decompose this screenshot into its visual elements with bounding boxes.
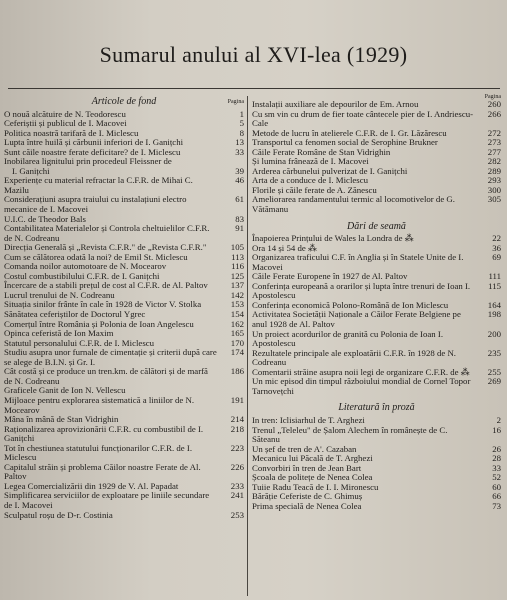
entry-page-number: 170 [230,337,244,348]
toc-entry [252,349,501,368]
pagina-label: Pagina [227,99,244,105]
entry-title: Mecanicu lui Păcală de T. Arghezi [252,453,373,464]
entry-page-number: 289 [487,165,501,176]
entry-page-number: 293 [487,175,501,186]
article-list [4,110,244,521]
entry-page-number: 105 [230,242,244,253]
entry-title: Capitalul străin și problema Căilor noastre Ferate de Al. Paltov [4,461,201,482]
entry-title: Direcția Generală și „Revista C.F.R." de „Revista C.F.R." [4,242,207,253]
entry-page-number: 300 [487,184,501,195]
entry-page-number: 66 [492,491,501,502]
entry-title: Conferința europeană a orarilor și lupta între trenuri de Ioan I. Apostolescu [252,280,471,301]
entry-title: Lupta între huilă și cărbunii inferiori de I. Ganițchi [4,137,184,148]
entry-title: Rezultatele principale ale exploatării C.F.R. în 1928 de N. Codreanu [252,347,457,368]
entry-title: Un proiect acordurilor de granită cu Polonia de Ioan I. Apostolescu [252,328,444,349]
entry-page-number: 235 [487,347,501,358]
entry-page-number: 186 [230,366,244,377]
entry-title: Înapoierea Prințului de Wales la Londra de ⁂ [252,233,414,244]
entry-title: Mijloace pentru explorarea sistematică a liniilor de N. Mocearov [4,394,195,415]
entry-title: Mâna în mână de Stan Vidrighin [4,414,119,425]
entry-title: Arderea cărbunelui pulverizat de I. Ganițchi [252,165,408,176]
entry-page-number: 260 [487,99,501,109]
entry-page-number: 113 [231,251,244,262]
section-heading-text: Articole de fond [91,96,157,107]
section-heading-text: Dări de seamă [347,220,406,232]
toc-entry [252,110,501,129]
entry-title: Un șef de tren de A'. Cazaban [252,443,357,454]
entry-title: Cum se călătorea odată la noi? de Emil St. Miclescu [4,251,188,262]
entry-title: Comentarii străine asupra noii legi de organizare C.F.R. de ⁂ [252,366,470,377]
entry-page-number: 255 [487,366,501,377]
entry-title: Convorbiri în tren de Jean Bart [252,462,362,473]
section-heading-articole [4,97,244,107]
entry-page-number: 165 [230,328,244,339]
column-divider [247,96,248,596]
entry-title: Cu sm vin cu drum de fier toate cântecele pier de I. Andriescu-Cale [252,108,474,129]
entry-page-number: 198 [487,309,501,320]
right-column [252,96,501,511]
entry-page-number: 253 [230,509,244,520]
entry-title: Instalații auxiliare ale depourilor de Em. Arnou [252,99,419,109]
entry-page-number: 28 [492,453,501,464]
toc-entry [252,377,501,396]
toc-entry [252,282,501,301]
entry-title: Și lumina frânează de I. Macovei [252,156,369,167]
entry-page-number: 218 [230,423,244,434]
toc-entry [4,176,244,195]
entry-title: Comanda noilor automotoare de N. Mocearov [4,261,167,272]
report-list [252,234,501,396]
entry-title: Inobilarea lignitului prin procedeul Fleissner de [4,156,172,167]
left-column [4,96,244,520]
toc-entry [4,195,244,214]
entry-title: Conferința economică Polono-Română de Ion Miclescu [252,299,449,310]
entry-page-number: 223 [230,442,244,453]
entry-page-number: 142 [230,289,244,300]
entry-page-number: 277 [487,146,501,157]
entry-title: O nouă alcătuire de N. Teodorescu [4,108,126,119]
literature-list [252,416,501,511]
entry-page-number: 137 [230,280,244,291]
article-list-continued [252,100,501,215]
entry-title: Cât costă și ce produce un tren.km. de călători și de marfă de N. Codreanu [4,366,208,386]
entry-page-number: 191 [230,394,244,405]
entry-title: Bărăție Ceferiste de C. Ghimuș [252,491,363,502]
entry-title: Arta de a conduce de I. Miclescu [252,175,369,186]
entry-page-number: 116 [231,261,244,272]
entry-page-number: 36 [492,242,501,253]
entry-title: Ameliorarea randamentului termic al locomotivelor de G. Vătămanu [252,194,455,215]
entry-page-number: 266 [487,108,501,119]
entry-page-number: 52 [492,472,501,483]
entry-title: I. Ganițchi [12,165,50,176]
entry-title: Ceferiștii și publicul de I. Macovei [4,118,127,129]
entry-page-number: 164 [487,299,501,310]
entry-title: Sculpatul roșu de D-r. Costinia [4,509,113,520]
toc-entry [252,310,501,329]
section-heading-literatura [252,403,501,413]
entry-title: Considerațiuni asupra traiului cu instalațiuni electro mecanice de I. Macovei [4,194,187,215]
entry-page-number: 91 [235,223,244,234]
entry-page-number: 5 [239,118,244,129]
entry-title: Experiențe cu material refractar la C.F.R. de Mihai C. Mazilu [4,175,193,195]
toc-entry [4,511,244,521]
top-rule [8,88,500,89]
toc-entry [4,348,244,367]
entry-title: Trenul „Teleleu" de Șalom Alechem în românește de C. Săteanu [252,424,448,445]
entry-page-number: 269 [487,376,501,387]
entry-title: Metode de lucru în atelierele C.F.R. de I. Gr. Lăzărescu [252,127,447,138]
entry-title: Statutul personalului C.F.R. de I. Miclescu [4,337,155,348]
entry-page-number: 111 [488,271,501,282]
entry-title: Lucrul trenului de N. Codreanu [4,289,115,300]
section-heading-dari [252,222,501,232]
entry-title: Tuiie Radu Teacă de I. I. Mironescu [252,481,379,492]
entry-title: Sunt căile noastre ferate deficitare? de I. Miclescu [4,146,181,157]
entry-page-number: 73 [492,500,501,511]
toc-entry [4,491,244,510]
entry-title: Opinca ceferistă de Ion Maxim [4,328,114,339]
entry-page-number: 154 [230,309,244,320]
toc-entry [4,463,244,482]
entry-page-number: 8 [239,127,244,138]
entry-title: Organizarea traficului C.F. în Anglia și în Statele Unite de I. Macovei [252,252,464,272]
entry-page-number: 214 [230,414,244,425]
entry-page-number: 60 [492,481,501,492]
entry-page-number: 13 [235,137,244,148]
entry-title: Raționalizarea aprovizionării C.F.R. cu combustibil de I. Ganițchi [4,423,204,444]
entry-title: Tot în chestiunea statutului funcționarilor C.F.R. de I. Miclescu [4,442,193,463]
entry-page-number: 69 [492,252,501,263]
pagina-label: Pagina [484,94,501,100]
toc-entry [252,426,501,445]
entry-page-number: 1 [239,108,244,119]
entry-title: Graficele Ganit de Ion N. Vellescu [4,385,126,396]
entry-page-number: 61 [235,194,244,205]
entry-page-number: 33 [235,146,244,157]
entry-title: Simplificarea serviciilor de exploatare pe liniile secundare de I. Macovei [4,490,210,510]
entry-page-number: 125 [230,270,244,281]
toc-entry [4,444,244,463]
entry-title: Căile Ferate Europene în 1927 de Al. Paltov [252,271,408,282]
entry-title: Transportul ca fenomen social de Serophine Brukner [252,137,438,148]
entry-page-number: 22 [492,233,501,244]
entry-page-number: 153 [230,299,244,310]
entry-page-number: 39 [235,165,244,176]
page-title: Sumarul anului al XVI-lea (1929) [99,42,408,67]
entry-title: U.I.C. de Theodor Bals [4,213,86,224]
entry-title: Școala de politețe de Nenea Colea [252,472,373,483]
toc-entry [4,396,244,415]
entry-title: Un mic episod din timpul războiului mondial de Cornel Topor Tarnovețchi [252,376,471,396]
toc-entry [252,253,501,272]
entry-page-number: 26 [492,443,501,454]
entry-title: Prima specială de Nenea Colea [252,500,362,511]
entry-page-number: 115 [488,280,501,291]
entry-page-number: 226 [230,461,244,472]
entry-page-number: 16 [492,424,501,435]
entry-page-number: 273 [487,137,501,148]
entry-page-number: 305 [487,194,501,205]
entry-title: Comerțul între România și Polonia de Ioan Angelescu [4,318,194,329]
entry-page-number: 46 [235,175,244,186]
entry-title: Florile și căile ferate de A. Zănescu [252,184,377,195]
entry-title: Căile Ferate Române de Stan Vidrighin [252,146,391,157]
toc-entry [4,425,244,444]
entry-title: Situația sinilor frânte în cale în 1928 de Victor V. Stolka [4,299,202,310]
toc-entry [4,224,244,243]
entry-title: Ora 14 și 54 de ⁂ [252,242,317,253]
entry-title: In tren: Iclisiarhul de T. Arghezi [252,414,365,425]
toc-entry [4,367,244,386]
entry-page-number: 83 [235,213,244,224]
entry-page-number: 200 [487,328,501,339]
entry-page-number: 272 [487,127,501,138]
entry-title: Legea Comercializării din 1929 de V. Al. Papadat [4,480,179,491]
entry-title: Activitatea Societății Naționale a Căilor Ferate Belgiene pe anul 1928 de Al. Paltov [252,309,461,330]
entry-title: Sănătatea ceferiștilor de Doctorul Ygrec [4,309,146,320]
entry-title: Costul combustibilului C.F.R. de I. Ganițchi [4,270,160,281]
toc-entry [252,330,501,349]
entry-page-number: 2 [496,414,501,425]
toc-entry [252,195,501,214]
entry-title: Încercare de a stabili prețul de cost al C.F.R. de Al. Paltov [4,280,208,291]
entry-page-number: 174 [230,347,244,358]
entry-page-number: 233 [230,480,244,491]
entry-title: Politica noastră tarifară de I. Miclescu [4,127,139,138]
toc-entry [252,502,501,512]
entry-page-number: 241 [230,490,244,501]
entry-page-number: 282 [487,156,501,167]
entry-page-number: 162 [230,318,244,329]
section-heading-text: Literatură în proză [338,402,415,414]
entry-title: Studiu asupra unor furnale de cimentație și criterii după care se alege de B.I.N. și Gr. I. [4,347,217,367]
entry-title: Contabilitatea Materialelor și Controla cheltuielilor C.F.R. de N. Codreanu [4,223,210,243]
entry-page-number: 33 [492,462,501,473]
